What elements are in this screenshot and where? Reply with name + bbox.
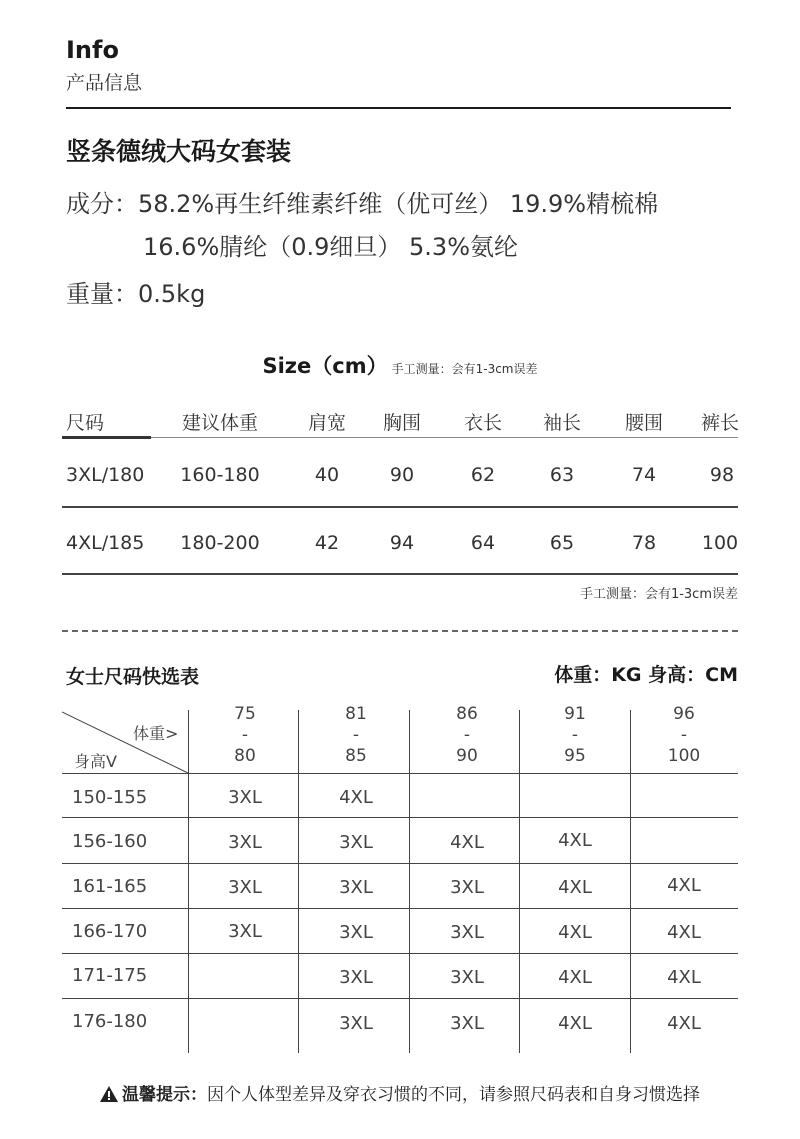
product-name: 竖条德绒大码女套装 [66, 137, 292, 166]
height-row-label: 166-170 [72, 921, 148, 942]
size-header-weight: 建议体重 [181, 412, 259, 434]
size-header-accent [62, 436, 151, 439]
size-recommendation: 4XL [339, 787, 373, 808]
size-recommendation: 3XL [339, 1013, 373, 1034]
weight-col-header: 91 - 95 [564, 704, 586, 766]
size-cell: 100 [701, 532, 739, 554]
composition-line-1: 成分：58.2%再生纤维素纤维（优可丝） 19.9%精梳棉 [66, 190, 659, 218]
product-weight: 重量：0.5kg [66, 280, 206, 308]
weight-col-header: 75 - 80 [234, 704, 256, 766]
size-table-title [0, 350, 800, 380]
size-recommendation: 4XL [667, 875, 701, 896]
corner-weight-label: 体重> [133, 724, 179, 743]
size-recommendation: 3XL [450, 877, 484, 898]
size-cell: 4XL/185 [66, 532, 145, 554]
warning-triangle-icon [100, 1086, 118, 1102]
size-recommendation: 4XL [558, 967, 592, 988]
dashed-divider [62, 630, 738, 632]
size-cell: 160-180 [180, 464, 260, 486]
size-recommendation: 4XL [667, 967, 701, 988]
column-divider [188, 710, 189, 1053]
size-row-rule [62, 573, 738, 575]
size-recommendation: 3XL [228, 787, 262, 808]
row-divider [62, 817, 738, 818]
header-divider [66, 107, 731, 109]
size-recommendation: 3XL [228, 921, 262, 942]
size-title-note: 手工测量：会有1-3cm误差 [391, 362, 538, 376]
size-header-bust: 胸围 [382, 412, 422, 434]
size-recommendation: 3XL [450, 922, 484, 943]
size-cell: 3XL/180 [66, 464, 145, 486]
column-divider [298, 710, 299, 1053]
size-recommendation: 4XL [558, 1013, 592, 1034]
column-divider [519, 710, 520, 1053]
quick-select-units: 体重：KG 身高：CM [554, 664, 738, 686]
measurement-note: 手工测量：会有1-3cm误差 [579, 587, 738, 602]
size-recommendation: 4XL [558, 830, 592, 851]
size-recommendation: 3XL [450, 967, 484, 988]
size-cell: 62 [470, 464, 496, 486]
size-header-shoulder: 肩宽 [307, 412, 347, 434]
size-row-rule [62, 506, 738, 508]
height-row-label: 150-155 [72, 787, 148, 808]
size-recommendation: 3XL [228, 832, 262, 853]
info-title: Info [66, 36, 119, 64]
warning-text: 因个人体型差异及穿衣习惯的不同，请参照尺码表和自身习惯选择 [207, 1085, 700, 1105]
size-cell: 78 [631, 532, 657, 554]
size-cell: 94 [389, 532, 415, 554]
weight-col-header: 81 - 85 [345, 704, 367, 766]
column-divider [630, 710, 631, 1053]
size-recommendation: 4XL [558, 922, 592, 943]
size-recommendation: 3XL [450, 1013, 484, 1034]
size-cell: 74 [631, 464, 657, 486]
height-row-label: 171-175 [72, 965, 148, 986]
warning-label: 温馨提示： [122, 1085, 207, 1105]
corner-height-label: 身高V [74, 752, 117, 771]
size-recommendation: 4XL [558, 877, 592, 898]
row-divider [62, 863, 738, 864]
height-row-label: 176-180 [72, 1011, 148, 1032]
size-recommendation: 4XL [667, 1013, 701, 1034]
row-divider [62, 998, 738, 999]
size-header-size: 尺码 [66, 412, 105, 434]
size-recommendation: 3XL [339, 832, 373, 853]
size-recommendation: 3XL [339, 877, 373, 898]
size-header-sleeve: 袖长 [542, 412, 582, 434]
size-recommendation: 3XL [339, 922, 373, 943]
size-title-text: Size（cm） [262, 354, 388, 378]
size-header-pants: 裤长 [700, 412, 740, 434]
size-header-waist: 腰围 [624, 412, 664, 434]
size-recommendation: 4XL [450, 832, 484, 853]
quick-select-title: 女士尺码快选表 [66, 666, 200, 688]
height-row-label: 156-160 [72, 831, 148, 852]
size-cell: 64 [470, 532, 496, 554]
size-recommendation: 4XL [667, 922, 701, 943]
weight-col-header: 96 - 100 [667, 704, 701, 766]
warning-note [0, 1080, 800, 1105]
info-subtitle: 产品信息 [66, 72, 143, 94]
row-divider [62, 953, 738, 954]
composition-line-2: 16.6%腈纶（0.9细旦） 5.3%氨纶 [143, 233, 519, 261]
size-cell: 180-200 [180, 532, 260, 554]
size-cell: 42 [314, 532, 340, 554]
row-divider [62, 908, 738, 909]
size-cell: 63 [549, 464, 575, 486]
size-header-rule [62, 437, 738, 438]
size-recommendation: 3XL [228, 877, 262, 898]
weight-col-header: 86 - 90 [456, 704, 478, 766]
size-cell: 98 [709, 464, 735, 486]
size-cell: 40 [314, 464, 340, 486]
height-row-label: 161-165 [72, 876, 148, 897]
size-cell: 65 [549, 532, 575, 554]
row-divider [62, 773, 738, 774]
column-divider [409, 710, 410, 1053]
size-cell: 90 [389, 464, 415, 486]
size-recommendation: 3XL [339, 967, 373, 988]
size-header-length: 衣长 [463, 412, 503, 434]
